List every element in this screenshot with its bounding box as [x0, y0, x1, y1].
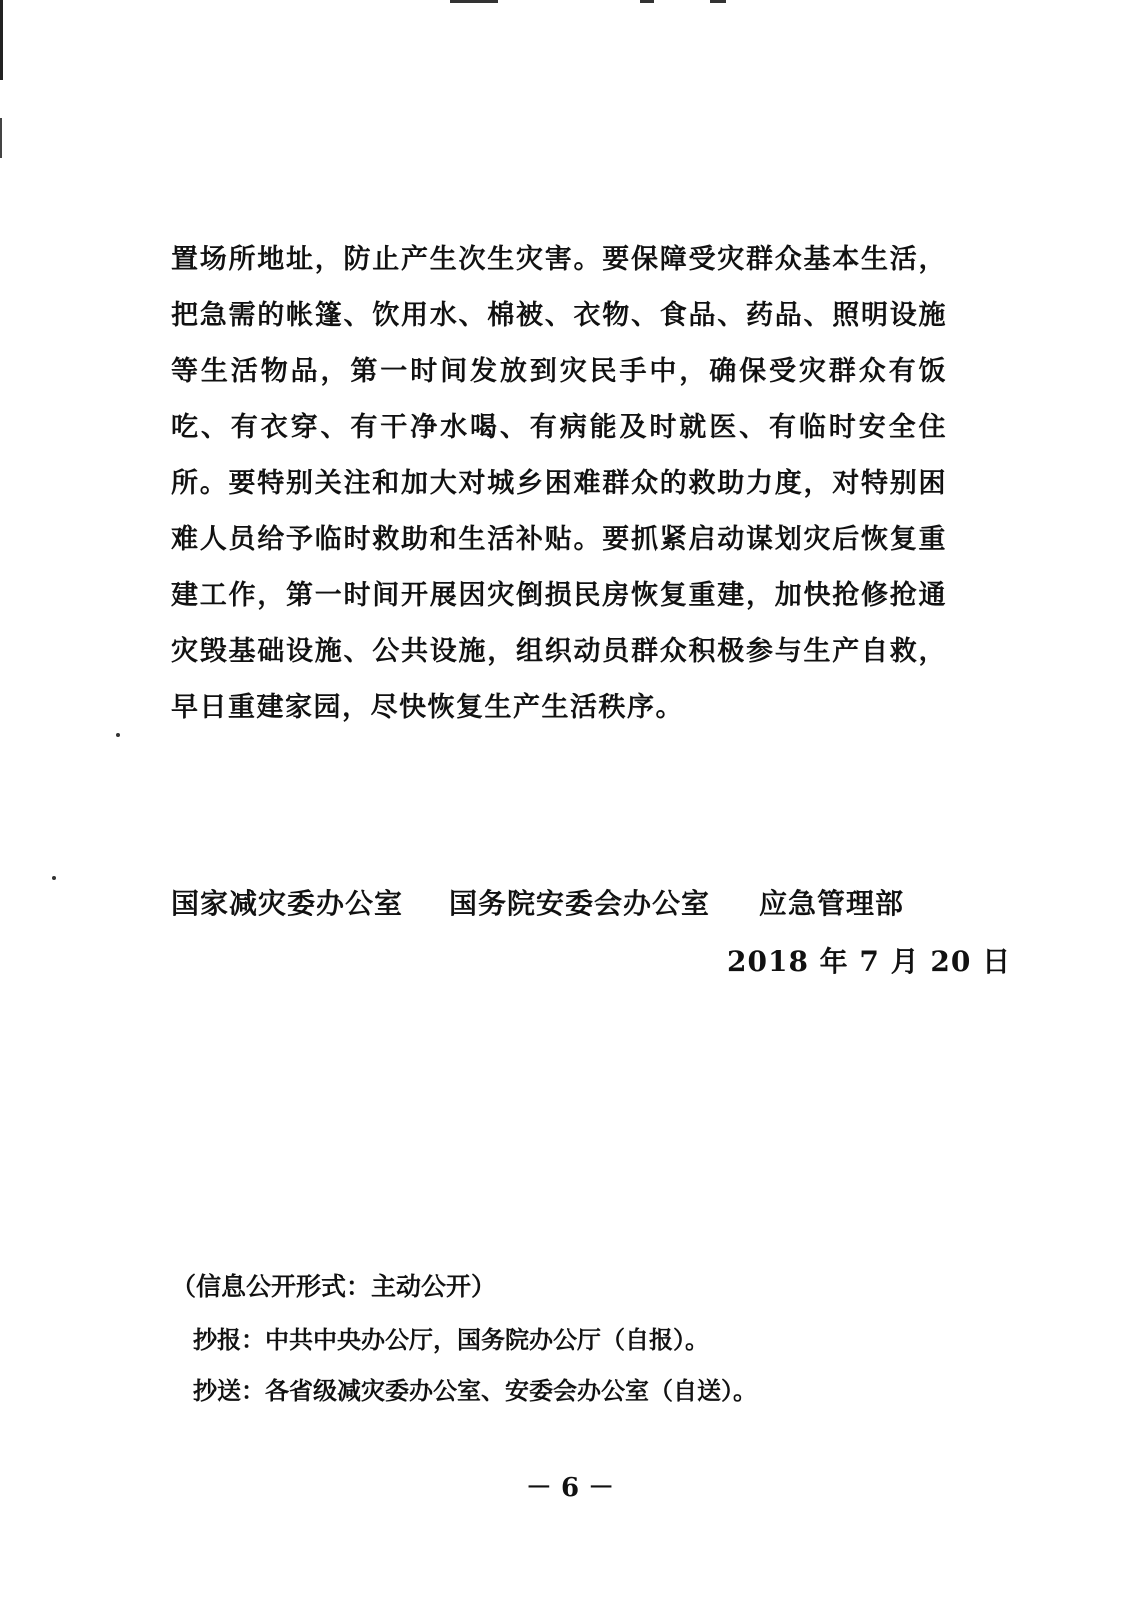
scan-speck [52, 876, 56, 880]
page-number: － 6 － [525, 1473, 615, 1503]
cc-report-line: 抄报：中共中央办公厅，国务院办公厅（自报）。 [193, 1325, 709, 1354]
scan-edge-mark [0, 118, 2, 158]
signature-org-state-council-safety: 国务院安委会办公室 [449, 887, 711, 920]
scan-speck [116, 733, 120, 737]
scan-top-marks [450, 0, 750, 6]
disclosure-form: （信息公开形式：主动公开） [171, 1272, 497, 1301]
cc-send-line: 抄送：各省级减灾委办公室、安委会办公室（自送）。 [193, 1376, 757, 1405]
issue-date: 2018 年 7 月 20 日 [727, 945, 1012, 978]
body-paragraph: 置场所地址，防止产生次生灾害。要保障受灾群众基本生活，把急需的帐篷、饮用水、棉被、衣物、食品、药品、照明设施等生活物品，第一时间发放到灾民手中，确保受灾群众有饭吃、有衣穿、有干净水喝、有病能及时就医、有临时安全住所。要特别关注和加大对城乡困难群众的救助力度，对特别困难人员给予临时救助和生活补贴。要抓紧启动谋划灾后恢复重建工作，第一时间开展因灾倒损民房恢复重建，加快抢修抢通灾毁基础设施、公共设施，组织动员群众积极参与生产自救，早日重建家园，尽快恢复生产生活秩序。 [171, 244, 947, 723]
signature-org-disaster-reduction: 国家减灾委办公室 [171, 887, 404, 920]
scan-edge-mark [0, 0, 3, 80]
signature-org-emergency-management: 应急管理部 [759, 887, 905, 920]
